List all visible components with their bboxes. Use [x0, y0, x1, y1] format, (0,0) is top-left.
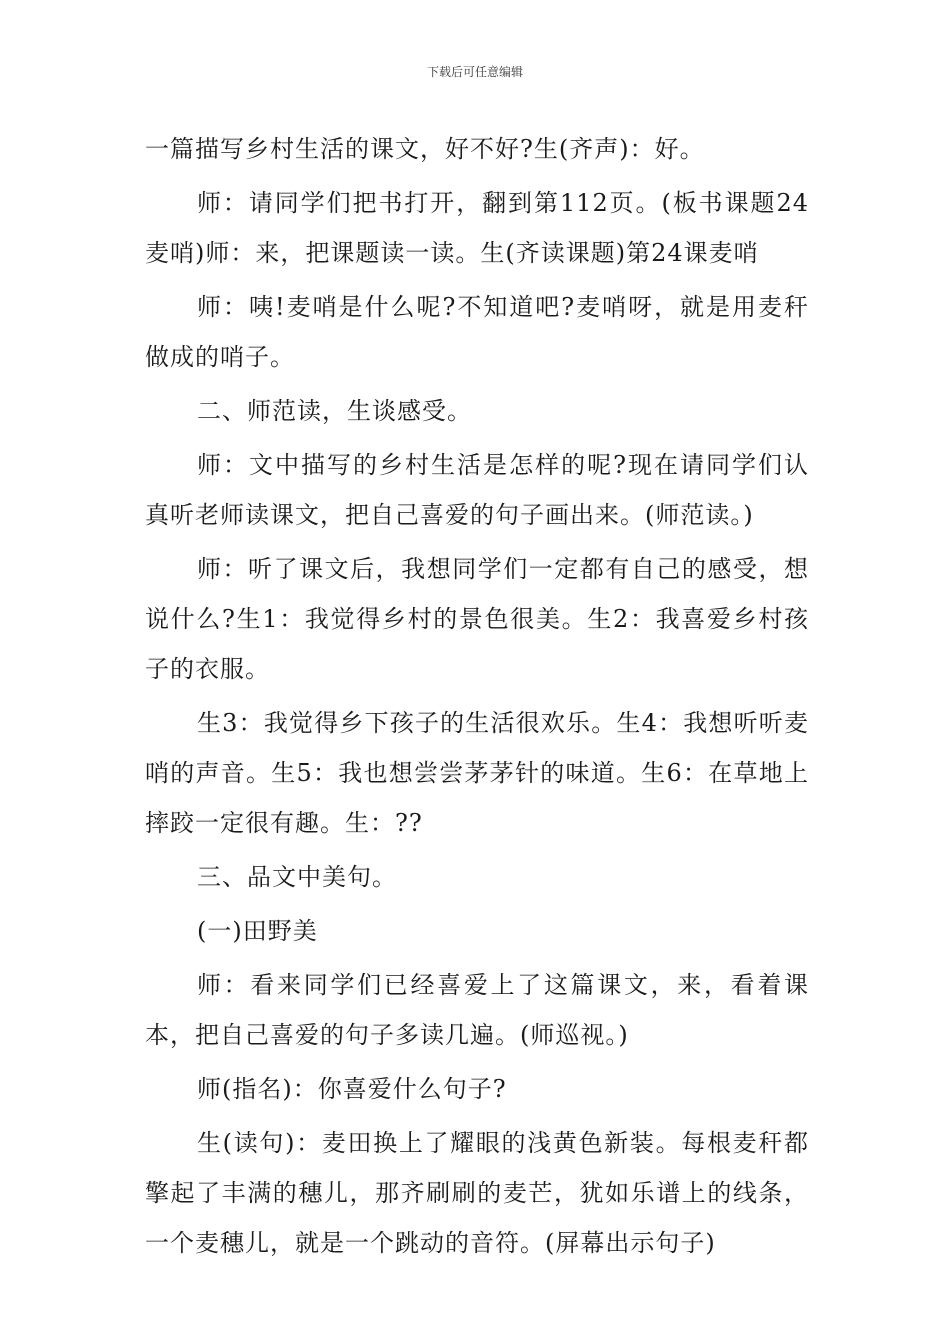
- paragraph: 生3：我觉得乡下孩子的生活很欢乐。生4：我想听听麦哨的声音。生5：我也想尝尝茅茅针的味道。生6：在草地上摔跤一定很有趣。生：??: [145, 709, 809, 837]
- paragraph: 一篇描写乡村生活的课文，好不好?生(齐声)：好。: [145, 135, 705, 163]
- section-heading: 二、师范读，生谈感受。: [197, 397, 472, 425]
- paragraph: 师：听了课文后，我想同学们一定都有自己的感受，想说什么?生1：我觉得乡村的景色很美。生2：我喜爱乡村孩子的衣服。: [145, 555, 809, 683]
- subsection-heading: (一)田野美: [197, 917, 318, 945]
- page-header: 下载后可任意编辑: [426, 65, 523, 79]
- paragraph: 师：文中描写的乡村生活是怎样的呢?现在请同学们认真听老师读课文，把自己喜爱的句子画出来。(师范读。): [145, 451, 809, 529]
- paragraph: 生(读句)：麦田换上了耀眼的浅黄色新装。每根麦秆都擎起了丰满的穗儿，那齐刷刷的麦芒，犹如乐谱上的线条，一个麦穗儿，就是一个跳动的音符。(屏幕出示句子): [145, 1129, 809, 1257]
- paragraph: 师(指名)：你喜爱什么句子?: [197, 1075, 507, 1103]
- paragraph: 师：看来同学们已经喜爱上了这篇课文，来，看着课本，把自己喜爱的句子多读几遍。(师巡视。): [145, 971, 809, 1049]
- document-body: [145, 124, 809, 1272]
- paragraph: 师：请同学们把书打开，翻到第112页。(板书课题24麦哨)师：来，把课题读一读。生(齐读课题)第24课麦哨: [145, 189, 809, 267]
- paragraph: 师：咦!麦哨是什么呢?不知道吧?麦哨呀，就是用麦秆做成的哨子。: [145, 293, 809, 371]
- section-heading: 三、品文中美句。: [197, 863, 397, 891]
